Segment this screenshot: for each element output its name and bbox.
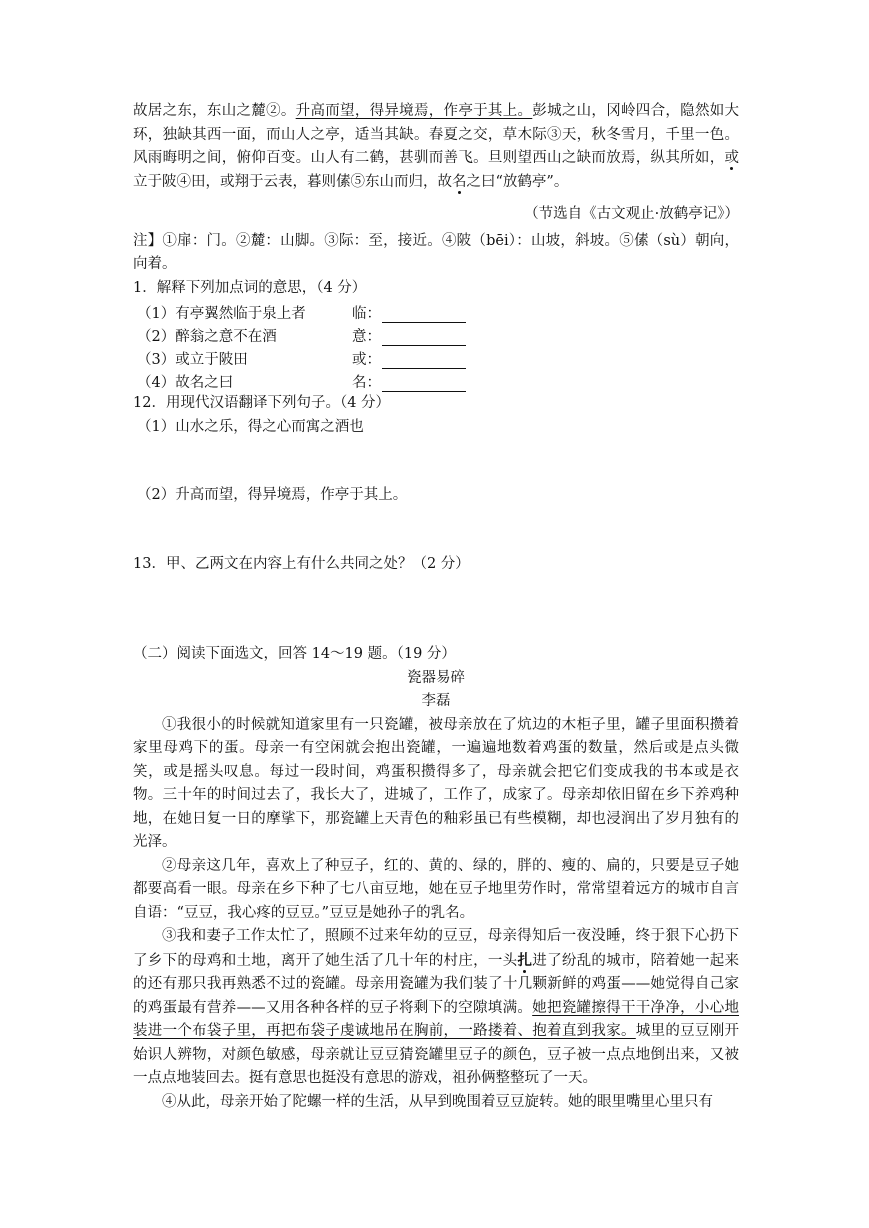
dotted-word-ming: 名 <box>452 173 467 190</box>
source-citation: （节选自《古文观止·放鹤亭记》） <box>524 206 739 222</box>
answer-blank[interactable] <box>382 375 466 392</box>
article-title: 瓷器易碎 <box>407 669 465 686</box>
document-page <box>133 100 739 1114</box>
article-author: 李磊 <box>421 693 451 709</box>
question-11-title: 1．解释下列加点词的意思，（4 分） <box>133 279 367 296</box>
question-12-part-2: （2）升高而望，得异境焉，作亭于其上。 <box>137 487 408 503</box>
article-paragraph-2: ②母亲这几年，喜欢上了种豆子，红的、黄的、绿的，胖的、瘦的、扁的，只要是豆子她都要高看一眼。母亲在乡下种了七八亩豆地，她在豆子地里劳作时，常常望着远方的城市自言自语：“豆豆，我心疼的豆豆。”豆豆是她孙子的乳名。 <box>133 857 739 921</box>
article-paragraph-1: ①我很小的时候就知道家里有一只瓷罐，被母亲放在了炕边的木柜子里，罐子里面积攒着家里母鸡下的蛋。母亲一有空闲就会抱出瓷罐，一遍遍地数着鸡蛋的数量，然后或是点头微笑，或是摇头叹息。每过一段时间，鸡蛋积攒得多了，母亲就会把它们变成我的书本或是衣物。三十年的时间过去了，我长大了，进城了，工作了，成家了。母亲却依旧留在乡下养鸡种地，在她日复一日的摩挲下，那瓷罐上天青色的釉彩虽已有些模糊，却也浸润出了岁月独有的光泽。 <box>133 716 739 850</box>
underlined-sentence: 升高而望，得异境焉，作亭于其上。 <box>295 103 533 119</box>
answer-blank[interactable] <box>382 306 466 323</box>
question-11-item: （1）有亭翼然临于泉上者 临： <box>133 300 739 323</box>
question-11-item: （2）醉翁之意不在酒 意： <box>133 323 739 346</box>
section-2-heading: （二）阅读下面选文，回答 14～19 题。（19 分） <box>133 646 456 662</box>
question-12-title: 12．用现代汉语翻译下列句子。（4 分） <box>133 395 391 411</box>
dotted-word-zha: 扎 <box>517 951 533 969</box>
question-11-item: （4）故名之曰 名： <box>133 369 739 392</box>
question-13: 13．甲、乙两文在内容上有什么共同之处？（2 分） <box>133 555 470 572</box>
annotation-note: 注】①扉：门。②麓：山脚。③际：至，接近。④陂（bēi）：山坡，斜坡。⑤傃（sù）朝向，向着。 <box>133 232 739 272</box>
answer-blank[interactable] <box>382 329 466 346</box>
answer-space <box>133 576 739 643</box>
answer-blank[interactable] <box>382 352 466 369</box>
article-paragraph-4: ④从此，母亲开始了陀螺一样的生活，从早到晚围着豆豆旋转。她的眼里嘴里心里只有 <box>162 1093 713 1110</box>
answer-space <box>133 439 739 484</box>
dotted-word-huo: 或 <box>724 150 739 166</box>
answer-space <box>133 508 739 553</box>
question-11-item: （3）或立于陂田 或： <box>133 346 739 369</box>
question-12-part-1: （1）山水之乐，得之心而寓之酒也 <box>137 418 364 435</box>
article-paragraph-3: ③我和妻子工作太忙了，照顾不过来年幼的豆豆，母亲得知后一夜没睡，终于狠下心扔下了乡下的母鸡和土地，离开了她生活了几十年的村庄，一头扎进了纷乱的城市，陪着她一起来的还有那只我再熟悉不过的瓷罐。母亲用瓷罐为我们装了十几颗新鲜的鸡蛋——她觉得自己家的鸡蛋最有营养——又用各种各样的豆子将剩下的空隙填满。她把瓷罐擦得干干净净，小心地装进一个布袋子里，再把布袋子虔诚地吊在胸前，一路搂着、抱着直到我家。城里的豆豆刚开始识人辨物，对颜色敏感，母亲就让豆豆猜瓷罐里豆子的颜色，豆子被一点点地倒出来，又被一点点地装回去。挺有意思也挺没有意思的游戏，祖孙俩整整玩了一天。 <box>133 928 740 1086</box>
underlined-sentence: 她把瓷罐擦得干干净净，小心地装进一个布袋子里，再把布袋子虔诚地吊在胸前，一路搂着、抱着直到我家。 <box>133 999 740 1039</box>
passage-paragraph: 故居之东，东山之麓②。升高而望，得异境焉，作亭于其上。彭城之山，冈岭四合，隐然如大环，独缺其西一面，而山人之亭，适当其缺。春夏之交，草木际③天，秋冬雪月，千里一色。风雨晦明之间，俯仰百变。山人有二鹤，甚驯而善飞。旦则望西山之缺而放焉，纵其所如，或立于陂④田，或翔于云表，暮则傃⑤东山而归，故名之曰“放鹤亭”。 <box>133 103 740 190</box>
